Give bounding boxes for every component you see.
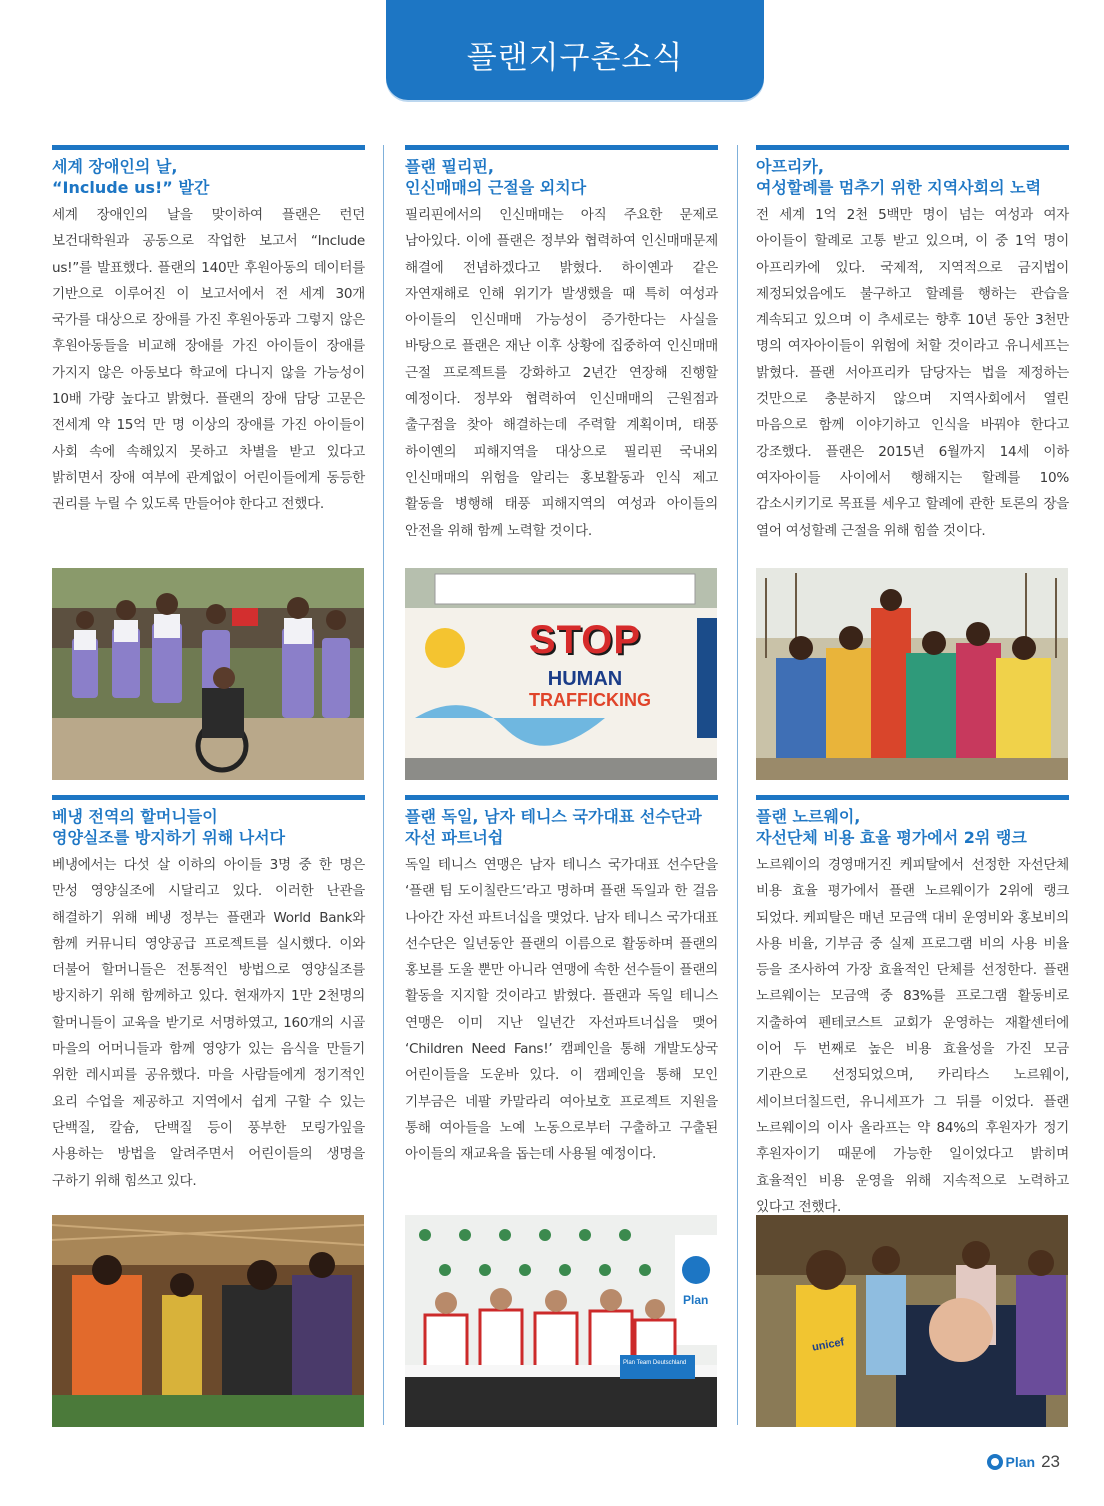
- photo-benin-grandmothers: [52, 1215, 364, 1427]
- article-rule: [405, 145, 718, 150]
- article-body: 세계 장애인의 날을 맞이하여 플랜은 런던 보건대학원과 공동으로 작업한 보고서 “Include us!”를 발표했다. 플랜의 140만 후원아동의 데이터를 기반으로 이루어진 이 보고서에서 전 세계 30개 국가를 대상으로 장애를 가진 후원아동과 그렇지 않은 후원아동들을 비교해 장애를 가진 아이들이 장애를 가지지 않은 아동보다 학교에 다니지 않을 가능성이 10배 가량 높다고 밝혔다. 플랜의 장애 담당 고문은 전세계 약 15억 만 명 이상의 장애를 가진 아이들이 사회 속에 속해있지 못하고 차별을 받고 있다고 밝히면서 장애 여부에 관계없이 어린이들에게 동등한 권리를 누릴 수 있도록 만들어야 한다고 전했다.: [52, 207, 365, 513]
- article-rule: [405, 795, 718, 800]
- shirt-text: unicef: [811, 1336, 846, 1354]
- trafficking-text: TRAFFICKING: [529, 690, 651, 710]
- section-header: [386, 0, 764, 100]
- plan-logo-icon: [987, 1454, 1003, 1470]
- page-number: 23: [1041, 1452, 1060, 1471]
- photo-students-wheelchair: [52, 568, 364, 780]
- article-title: 플랜 노르웨이, 자선단체 비용 효율 평가에서 2위 랭크: [756, 807, 1027, 847]
- article-norway: [756, 795, 1069, 1220]
- article-title: 베냉 전역의 할머니들이 영양실조를 방지하기 위해 나서다: [52, 807, 286, 847]
- plan-banner-logo: Plan: [683, 1293, 709, 1307]
- article-title: 세계 장애인의 날, “Include us!” 발간: [52, 157, 210, 197]
- article-disability-day: [52, 145, 365, 518]
- article-title: 플랜 필리핀, 인신매매의 근절을 외치다: [405, 157, 587, 197]
- human-text: HUMAN: [547, 668, 623, 690]
- photo-stop-trafficking: [405, 568, 717, 780]
- article-body: 독일 테니스 연맹은 남자 테니스 국가대표 선수단을 ‘플랜 팀 도이칠란드’라고 명하며 플랜 독일과 한 걸음 나아간 자선 파트너십을 맺었다. 남자 테니스 국가대표 선수단은 일년동안 플랜의 이름으로 활동하며 플랜의 홍보를 도울 뿐만 아니라 연맹에 속한 선수들이 플랜의 활동을 지지할 것이라고 밝혔다. 플랜과 독일 테니스 연맹은 이미 지난 일년간 자선파트너십을 맺어 ‘Children Need Fans!’ 캠페인을 통해 개발도상국 어린이들을 도운바 있다. 이 캠페인을 통해 모인 기부금은 네팔 카말라리 여아보호 프로젝트 지원을 통해 여아들을 노예 노동으로부터 구출하고 구출된 아이들의 재교육을 돕는데 사용될 예정이다.: [405, 857, 718, 1163]
- article-philippines: [405, 145, 718, 544]
- article-germany: [405, 795, 718, 1168]
- article-benin: [52, 795, 365, 1194]
- article-rule: [756, 145, 1069, 150]
- plan-logo: Plan: [987, 1454, 1036, 1470]
- article-body: 전 세계 1억 2천 5백만 명이 넘는 여성과 여자 아이들이 할례로 고통 받고 있으며, 이 중 1억 명이 아프리카에 있다. 국제적, 지역적으로 금지법이 제정되었음에도 불구하고 할례를 행하는 관습을 계속되고 있으며 이 추세로는 향후 10년 동안 3천만 명의 여자아이들이 위험에 처할 것이라고 유니세프는 밝혔다. 플랜 서아프리카 담당자는 법을 제정하는 것만으로 충분하지 않으며 지역사회에서 열린 마음으로 함께 이야기하고 인식을 바꿔야 한다고 강조했다. 플랜은 2015년 6월까지 14세 이하 여자아이들 사이에서 행해지는 할례를 10% 감소시키기로 목표를 세우고 할례에 관한 토론의 장을 열어 여성할례 근절을 위해 힘쓸 것이다.: [756, 207, 1069, 539]
- article-body: 노르웨이의 경영매거진 케피탈에서 선정한 자선단체 비용 효율 평가에서 플랜 노르웨이가 2위에 랭크 되었다. 케피탈은 매년 모금액 대비 운영비와 홍보비의 사용 비율, 기부금 중 실제 프로그램 비의 사용 비율 등을 조사하여 가장 효율적인 단체를 선정한다. 플랜 노르웨이는 모금액 중 83%를 프로그램 활동비로 지출하여 펜테코스트 교회가 운영하는 재활센터에 이어 두 번째로 높은 비용 효율성을 가진 모금 기관으로 선정되었으며, 카리타스 노르웨이, 세이브더칠드런, 유니세프가 그 뒤를 이었다. 플랜 노르웨이의 이사 올라프는 약 84%의 후원자가 정기 후원자이기 때문에 가능한 일이었다고 밝히며 효율적인 비용 운영을 위해 지속적으로 노력하고 있다고 전했다.: [756, 857, 1069, 1215]
- article-title: 아프리카, 여성할례를 멈추기 위한 지역사회의 노력: [756, 157, 1042, 197]
- article-rule: [52, 795, 365, 800]
- page-footer: [987, 1452, 1061, 1472]
- section-title: 플랜지구촌소식: [466, 40, 684, 76]
- article-africa: [756, 145, 1069, 544]
- team-banner-text: Plan Team Deutschland: [623, 1360, 687, 1366]
- column-divider: [737, 145, 738, 1425]
- article-body: 베냉에서는 다섯 살 이하의 아이들 3명 중 한 명은 만성 영양실조에 시달리고 있다. 이러한 난관을 해결하기 위해 베냉 정부는 플랜과 World Bank와 함께 커뮤니티 영양공급 프로젝트를 실시했다. 이와 더불어 할머니들은 전통적인 방법으로 영양실조를 방지하기 위해 함께하고 있다. 현재까지 1만 2천명의 할머니들이 교육을 받기로 서명하였고, 160개의 시골 마을의 어머니들과 함께 영양가 있는 음식을 만들기 위한 레시피를 공유했다. 마을 사람들에게 정기적인 요리 수업을 제공하고 지역에서 쉽게 구할 수 있는 단백질, 칼슘, 단백질 등이 풍부한 모링가잎을 사용하는 방법을 알려주면서 어린이들의 생명을 구하기 위해 힘쓰고 있다.: [52, 857, 365, 1189]
- photo-tennis-press: [405, 1215, 717, 1427]
- article-body: 필리핀에서의 인신매매는 아직 주요한 문제로 남아있다. 이에 플랜은 정부와 협력하여 인신매매문제 해결에 전념하겠다고 밝혔다. 하이옌과 같은 자연재해로 인해 위기가 발생했을 때 특히 여성과 아이들의 인신매매 가능성이 증가한다는 사실을 바탕으로 플랜은 재난 이후 상황에 집중하여 인신매매 근절 프로젝트를 강화하고 2년간 연장해 진행할 예정이다. 정부와 협력하여 인신매매의 근원점과 출구점을 찾아 해결하는데 주력할 계획이며, 태풍 하이옌의 피해지역을 대상으로 필리핀 국내외 인신매매의 위험을 알리는 홍보활동과 인식 제고 활동을 병행해 태풍 피해지역의 여성과 아이들의 안전을 위해 함께 노력할 것이다.: [405, 207, 718, 539]
- stop-text: STOP: [528, 618, 642, 662]
- column-divider: [383, 145, 384, 1425]
- article-rule: [756, 795, 1069, 800]
- photo-norway-children: [756, 1215, 1068, 1427]
- article-title: 플랜 독일, 남자 테니스 국가대표 선수단과 자선 파트너쉽: [405, 807, 702, 847]
- photo-community-women: [756, 568, 1068, 780]
- article-rule: [52, 145, 365, 150]
